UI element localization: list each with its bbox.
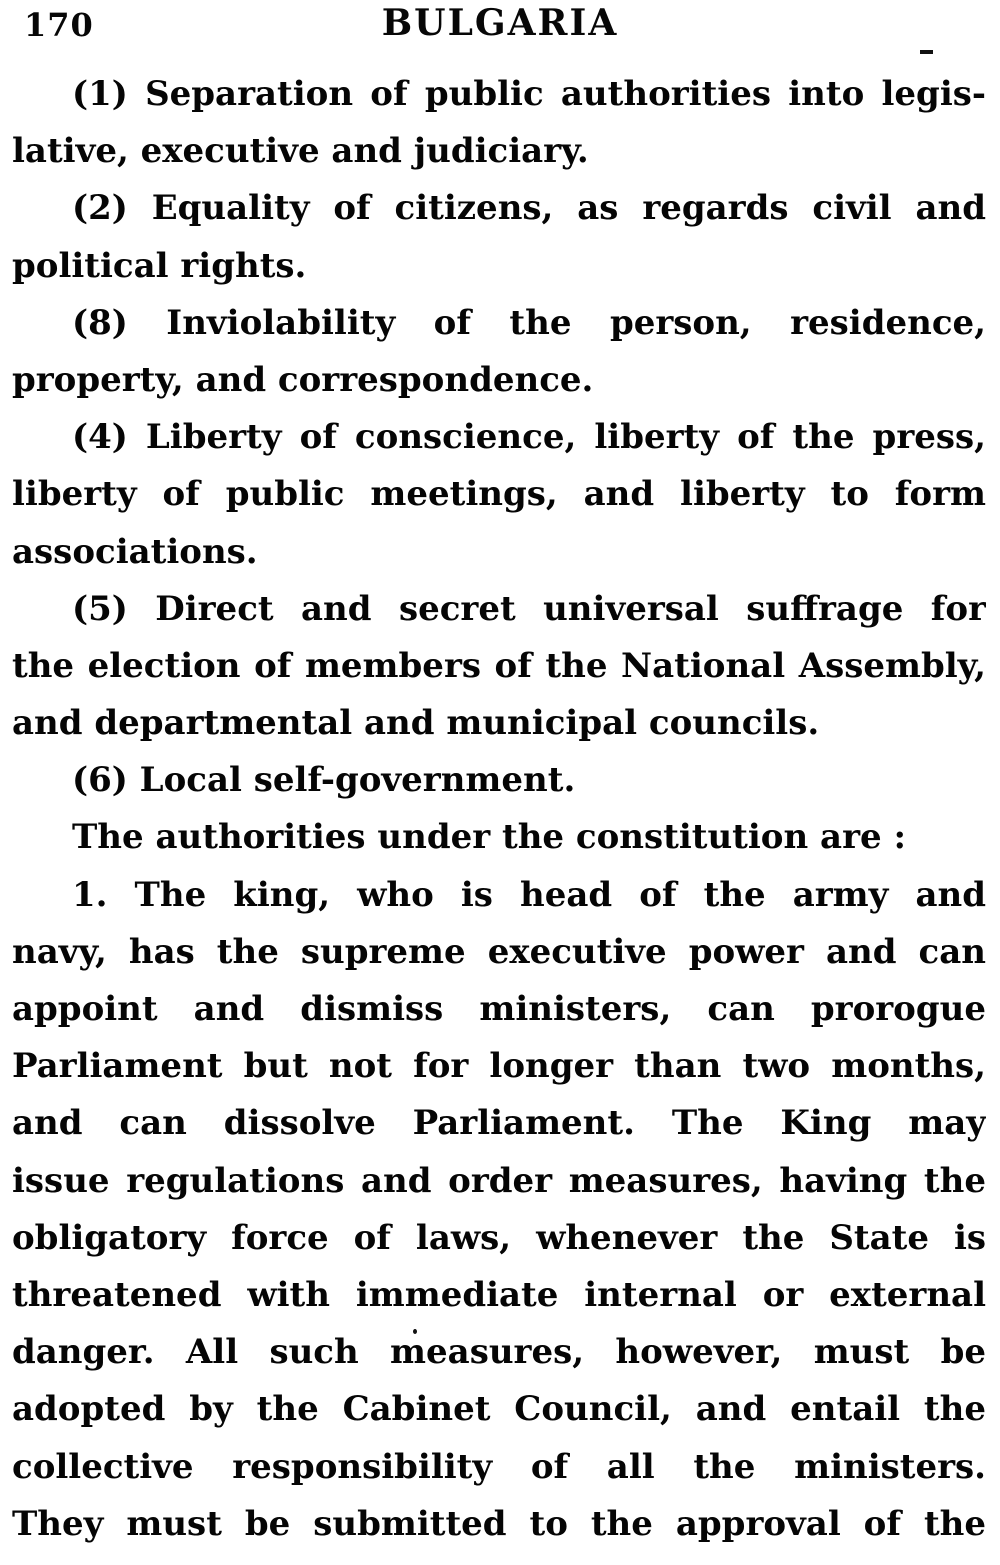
- text-line: navy, has the supreme executive power and can: [12, 931, 986, 972]
- text-line: political rights.: [12, 245, 307, 286]
- text-line: Parliament but not for longer than two months,: [12, 1046, 986, 1087]
- text-line: appoint and dismiss ministers, can prorogue: [12, 989, 986, 1029]
- paragraph-6: [12, 752, 986, 809]
- text-line: collective responsibility of all the ministers.: [12, 1446, 986, 1487]
- paragraph-3: [12, 295, 986, 409]
- text-line: issue regulations and order measures, having the: [12, 1160, 986, 1201]
- text-line: adopted by the Cabinet Council, and entail the: [12, 1389, 986, 1430]
- page-number: 170: [24, 6, 94, 44]
- paragraph-2: [12, 180, 986, 294]
- text-line: (5) Direct and secret universal suffrage for: [72, 588, 986, 629]
- text-line: (8) Inviolability of the person, residence,: [72, 302, 986, 343]
- page-header-title: BULGARIA: [381, 2, 619, 44]
- paragraph-5: [12, 581, 986, 753]
- text-line: (4) Liberty of conscience, liberty of the press,: [72, 417, 986, 458]
- body-text: [12, 66, 986, 1553]
- paragraph-8: [12, 867, 986, 1553]
- text-line: liberty of public meetings, and liberty to form: [12, 474, 986, 515]
- text-line: obligatory force of laws, whenever the State is: [12, 1217, 986, 1258]
- paragraph-7: [12, 809, 986, 866]
- text-line: The authorities under the constitution are :: [72, 817, 906, 858]
- text-line: and can dissolve Parliament. The King may: [12, 1103, 986, 1144]
- text-line: associations.: [12, 531, 258, 572]
- text-line: They must be submitted to the approval of the: [12, 1503, 986, 1544]
- text-line: (2) Equality of citizens, as regards civil and: [72, 188, 986, 229]
- text-line: threatened with immediate internal or external: [12, 1274, 986, 1315]
- text-line: danger. All such measures, however, must be: [12, 1332, 986, 1373]
- scan-artifact-dash: [920, 50, 933, 54]
- text-line: property, and correspondence.: [12, 359, 594, 400]
- text-line: and departmental and municipal councils.: [12, 703, 820, 744]
- text-line: the election of members of the National Assembly,: [12, 645, 986, 686]
- paragraph-1: [12, 66, 986, 180]
- text-line: lative, executive and judiciary.: [12, 131, 589, 172]
- text-line: (6) Local self-government.: [72, 760, 576, 801]
- text-line: (1) Separation of public authorities into legis-: [72, 74, 986, 114]
- text-line: 1. The king, who is head of the army and: [72, 874, 986, 915]
- paragraph-4: [12, 409, 986, 581]
